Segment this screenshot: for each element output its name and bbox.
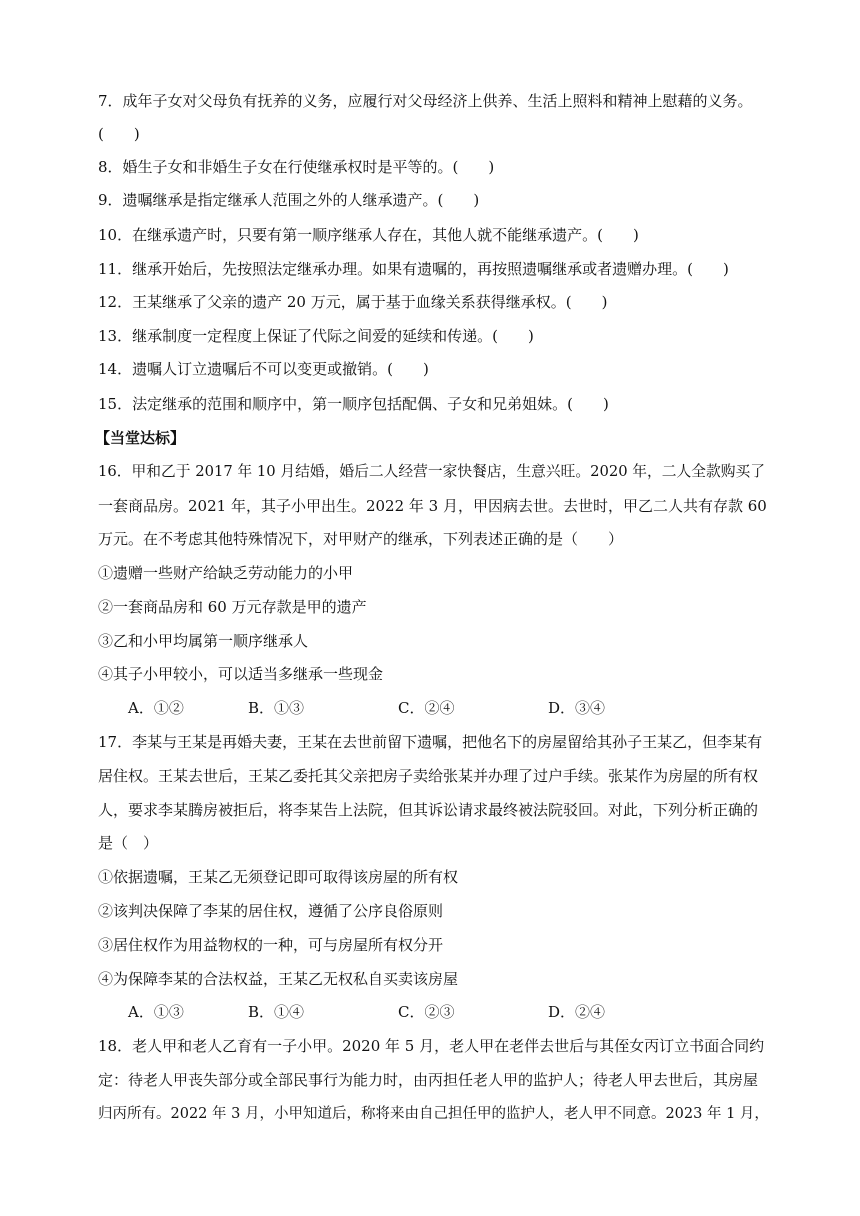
option-a[interactable]: A．①② bbox=[128, 699, 184, 717]
question-16-item-4: ④其子小甲较小，可以适当多继承一些现金 bbox=[98, 665, 384, 683]
question-8: 8．婚生子女和非婚生子女在行使继承权时是平等的。( ) bbox=[98, 158, 495, 176]
question-13: 13．继承制度一定程度上保证了代际之间爱的延续和传递。( ) bbox=[98, 327, 534, 345]
question-16-item-2: ②一套商品房和 60 万元存款是甲的遗产 bbox=[98, 598, 367, 616]
question-16-item-1: ①遗赠一些财产给缺乏劳动能力的小甲 bbox=[98, 564, 354, 582]
question-17-stem-line-4: 是（ ） bbox=[98, 834, 159, 852]
question-17-item-4: ④为保障李某的合法权益，王某乙无权私自买卖该房屋 bbox=[98, 970, 459, 988]
option-c[interactable]: C．②④ bbox=[398, 699, 455, 717]
question-17-item-2: ②该判决保障了李某的居住权，遵循了公序良俗原则 bbox=[98, 902, 444, 920]
question-12: 12．王某继承了父亲的遗产 20 万元，属于基于血缘关系获得继承权。( ) bbox=[98, 293, 608, 311]
question-10: 10．在继承遗产时，只要有第一顺序继承人存在，其他人就不能继承遗产。( ) bbox=[98, 226, 639, 244]
option-d[interactable]: D．③④ bbox=[548, 699, 606, 717]
question-18-stem-line-2: 定：待老人甲丧失部分或全部民事行为能力时，由丙担任老人甲的监护人；待老人甲去世后，其房屋 bbox=[98, 1071, 759, 1089]
question-18-stem-line-1: 18．老人甲和老人乙育有一子小甲。2020 年 5 月，老人甲在老伴去世后与其侄女丙订立书面合同约 bbox=[98, 1037, 765, 1055]
question-7-line-1: 7．成年子女对父母负有抚养的义务，应履行对父母经济上供养、生活上照料和精神上慰藉的义务。 bbox=[98, 92, 753, 110]
option-d[interactable]: D．②④ bbox=[548, 1003, 606, 1021]
question-9: 9．遗嘱继承是指定继承人范围之外的人继承遗产。( ) bbox=[98, 191, 480, 209]
question-14: 14．遗嘱人订立遗嘱后不可以变更或撤销。( ) bbox=[98, 360, 429, 378]
question-17-stem-line-3: 人，要求李某腾房被拒后，将李某告上法院，但其诉讼请求最终被法院驳回。对此，下列分析正确的 bbox=[98, 801, 759, 819]
question-11: 11．继承开始后，先按照法定继承办理。如果有遗嘱的，再按照遗嘱继承或者遗赠办理。( ) bbox=[98, 260, 729, 278]
question-16-stem-line-3: 万元。在不考虑其他特殊情况下，对甲财产的继承，下列表述正确的是（ ） bbox=[98, 530, 624, 548]
question-16-stem-line-1: 16．甲和乙于 2017 年 10 月结婚，婚后二人经营一家快餐店，生意兴旺。2020 年，二人全款购买了 bbox=[98, 463, 766, 480]
option-b[interactable]: B．①④ bbox=[248, 1003, 305, 1021]
question-16-stem-line-2: 一套商品房。2021 年，其子小甲出生。2022 年 3 月，甲因病去世。去世时，甲乙二人共有存款 60 bbox=[98, 497, 767, 515]
question-7-line-2: ( ) bbox=[98, 125, 140, 143]
question-16-item-3: ③乙和小甲均属第一顺序继承人 bbox=[98, 632, 309, 650]
section-heading: 【当堂达标】 bbox=[95, 429, 186, 447]
question-17-stem-line-2: 居住权。王某去世后，王某乙委托其父亲把房子卖给张某并办理了过户手续。张某作为房屋的所有权 bbox=[98, 767, 759, 785]
option-c[interactable]: C．②③ bbox=[398, 1003, 455, 1021]
option-b[interactable]: B．①③ bbox=[248, 699, 305, 717]
question-17-stem-line-1: 17．李某与王某是再婚夫妻，王某在去世前留下遗嘱，把他名下的房屋留给其孙子王某乙，但李某有 bbox=[98, 733, 763, 751]
question-17-item-3: ③居住权作为用益物权的一种，可与房屋所有权分开 bbox=[98, 936, 444, 954]
question-17-item-1: ①依据遗嘱，王某乙无须登记即可取得该房屋的所有权 bbox=[98, 868, 459, 886]
question-18-stem-line-3: 归丙所有。2022 年 3 月，小甲知道后，称将来由自己担任甲的监护人，老人甲不同意。2023 年 1 月， bbox=[98, 1106, 769, 1122]
option-a[interactable]: A．①③ bbox=[128, 1003, 184, 1021]
question-15: 15．法定继承的范围和顺序中，第一顺序包括配偶、子女和兄弟姐妹。( ) bbox=[98, 395, 609, 413]
